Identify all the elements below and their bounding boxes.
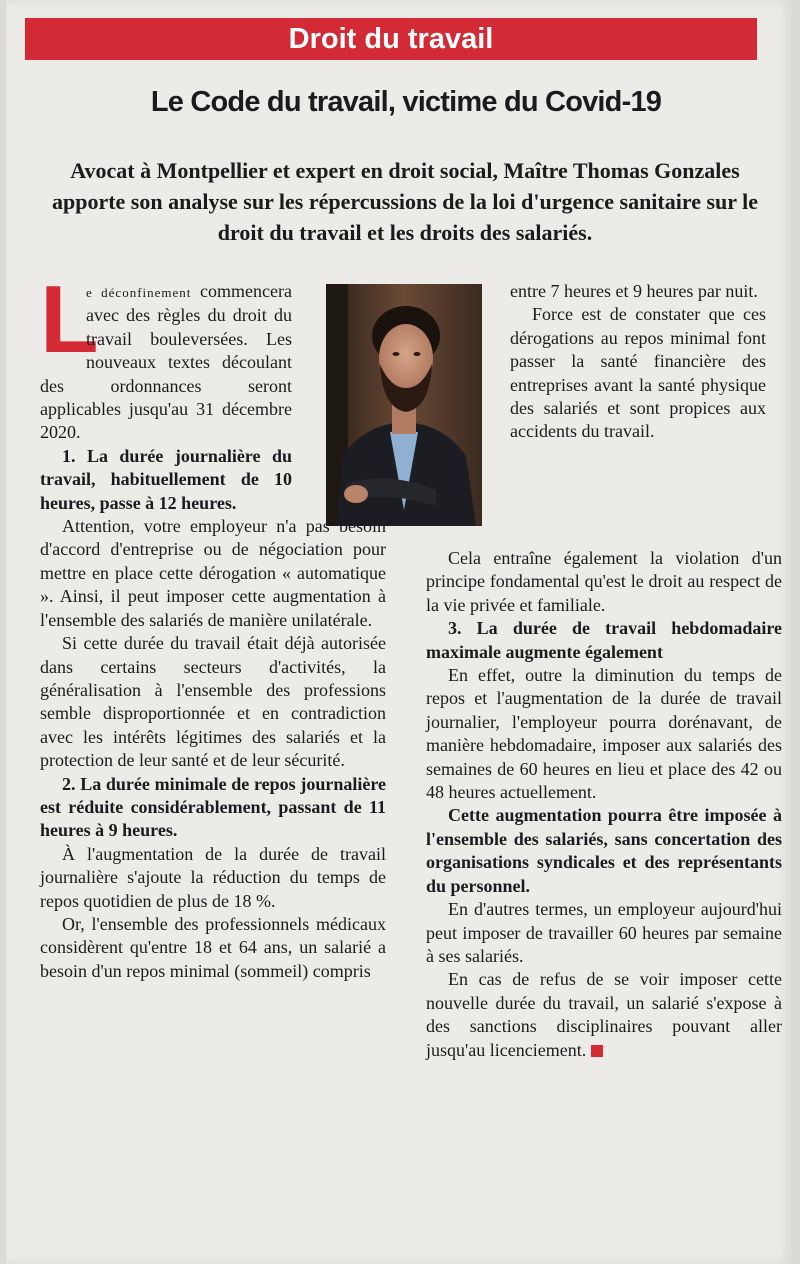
paragraph-4: À l'augmentation de la durée de travail journalière s'ajoute la réduction du temps de repos quotidien de plus de 18 %.: [40, 843, 386, 911]
paragraph-2: Attention, votre employeur n'a pas besoin d'accord d'entreprise ou de négociation pour mettre en place cette dérogation « automatique ». Ainsi, il peut imposer cette augmentation à l'ensemble des salariés de manière unilatérale.: [40, 516, 386, 630]
paragraph-6: Force est de constater que ces dérogations au repos minimal font passer la santé financière des entreprises avant la santé physique des salariés et sont propices aux accidents du travail.: [510, 304, 766, 442]
paragraph-9-bold: Cette augmentation pourra être imposée à l'ensemble des salariés, sans concertation des organisations syndicales et des représentants du personnel.: [426, 805, 782, 896]
subheading-1: 1. La durée journalière du travail, habituellement de 10 heures, passe à 12 heures.: [40, 445, 292, 513]
opening-smallcaps: e déconfinement: [86, 285, 192, 300]
newspaper-page: [6, 0, 792, 1264]
paragraph-intro-text: commencera avec des règles du droit du travail bouleversées. Les nouveaux textes découlant des ordonnances seront applicables jusqu'au 31 décembre 2020.: [40, 281, 292, 443]
subheading-2: 2. La durée minimale de repos journalière est réduite considérablement, passant de 11 heures à 9 heures.: [40, 773, 386, 841]
end-of-article-mark: [591, 1045, 603, 1057]
section-banner: Droit du travail: [25, 18, 757, 60]
article-headline: Le Code du travail, victime du Covid-19: [150, 86, 662, 118]
paragraph-3: Si cette durée du travail était déjà autorisée dans certains secteurs d'activités, la généralisation à l'ensemble des professions semble disproportionnée et en contradiction avec les intérêts légitimes des salariés et la protection de leur santé et de leur sécurité.: [40, 633, 386, 771]
article-standfirst: Avocat à Montpellier et expert en droit social, Maître Thomas Gonzales apporte son analyse sur les répercussions de la loi d'urgence sanitaire sur le droit du travail et les droits des salariés.: [51, 158, 759, 245]
paragraph-7: Cela entraîne également la violation d'un principe fondamental qu'est le droit au respect de la vie privée et familiale.: [426, 548, 782, 615]
column-left: [40, 266, 386, 983]
paragraph-8: En effet, outre la diminution du temps de repos et l'augmentation de la durée de travail journalier, l'employeur pourra dorénavant, de manière hebdomadaire, imposer aux salariés des semaines de 60 heures en lieu et place des 42 ou 48 heures actuellement.: [426, 665, 782, 803]
paragraph-10: En d'autres termes, un employeur aujourd'hui peut imposer de travailler 60 heures par semaine à ses salariés.: [426, 899, 782, 966]
drop-cap: L: [40, 266, 99, 373]
paragraph-5-continued: entre 7 heures et 9 heures par nuit.: [510, 281, 758, 301]
subheading-3: 3. La durée de travail hebdomadaire maximale augmente également: [426, 618, 782, 662]
column-right: [426, 547, 782, 1062]
paragraph-5: Or, l'ensemble des professionnels médicaux considèrent qu'entre 18 et 64 ans, un salarié a besoin d'un repos minimal (sommeil) compris: [40, 913, 386, 981]
column-right-top: [510, 280, 766, 444]
paragraph-11-text: En cas de refus de se voir imposer cette nouvelle durée du travail, un salarié s'expose à des sanctions disciplinaires pouvant aller jusqu'au licenciement.: [426, 969, 782, 1060]
paragraph-11: [426, 968, 782, 1062]
